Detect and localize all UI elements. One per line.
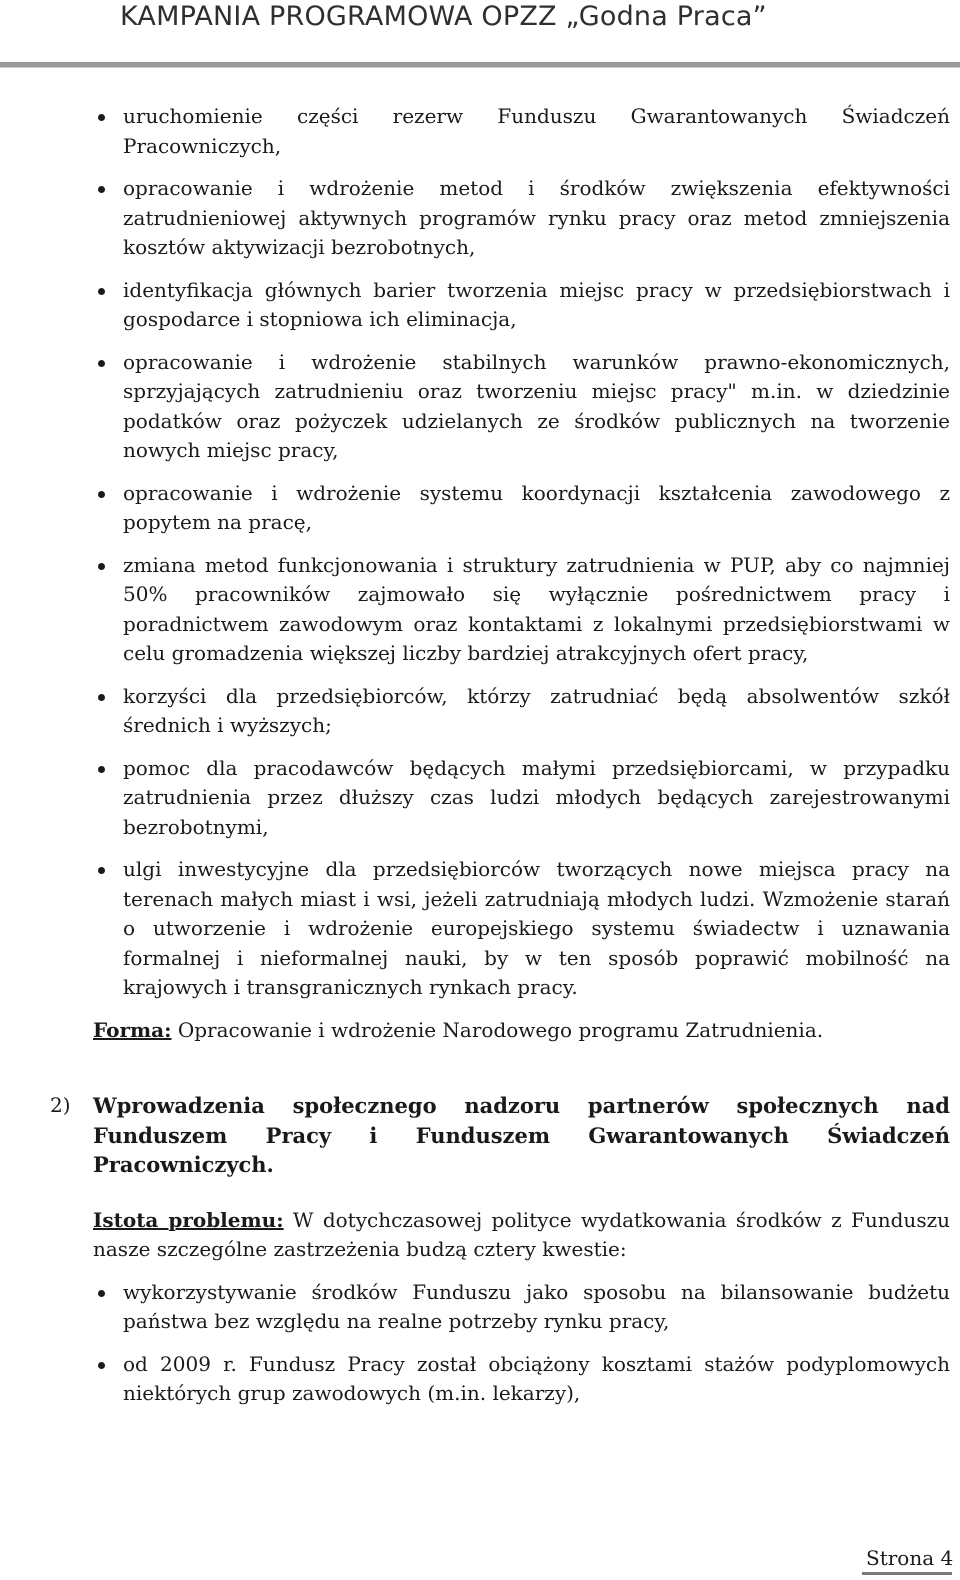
section-2 bbox=[0, 1091, 960, 1409]
bullet-icon bbox=[98, 491, 105, 498]
bullet-icon bbox=[98, 563, 105, 570]
list-item: od 2009 r. Fundusz Pracy został obciążony kosztami stażów podyplomowych niektórych grup zawodowych (m.in. lekarzy), bbox=[123, 1350, 950, 1409]
list-item: korzyści dla przedsiębiorców, którzy zatrudniać będą absolwentów szkół średnich i wyższych; bbox=[123, 682, 950, 741]
forma-text: Opracowanie i wdrożenie Narodowego programu Zatrudnienia. bbox=[171, 1017, 824, 1042]
footer-rule bbox=[862, 1572, 952, 1575]
bullet-icon bbox=[98, 766, 105, 773]
list-item: zmiana metod funkcjonowania i struktury zatrudnienia w PUP, aby co najmniej 50% pracowników zajmowało się wyłącznie pośrednictwem pracy i poradnictwem zawodowym oraz kontaktami z lokalnymi przedsiębiorstwami w celu gromadzenia większej liczby bardziej atrakcyjnych ofert pracy, bbox=[123, 551, 950, 669]
list-item: opracowanie i wdrożenie metod i środków zwiększenia efektywności zatrudnieniowej aktywnych programów rynku pracy oraz metod zmniejszenia kosztów aktywizacji bezrobotnych, bbox=[123, 174, 950, 263]
bullet-icon bbox=[98, 360, 105, 367]
forma-label: Forma: bbox=[93, 1017, 172, 1042]
page-header-title: KAMPANIA PROGRAMOWA OPZZ „Godna Praca” bbox=[120, 1, 767, 32]
bullet-icon bbox=[98, 288, 105, 295]
section-number: 2) bbox=[50, 1093, 71, 1117]
list-item: opracowanie i wdrożenie systemu koordynacji kształcenia zawodowego z popytem na pracę, bbox=[123, 479, 950, 538]
problem-text: W dotychczasowej polityce wydatkowania środków z Funduszu nasze szczególne zastrzeżenia budzą cztery kwestie: bbox=[93, 1207, 950, 1261]
header-rule bbox=[0, 62, 960, 68]
document-body bbox=[0, 102, 960, 1422]
list-item: wykorzystywanie środków Funduszu jako sposobu na bilansowanie budżetu państwa bez względu na realne potrzeby rynku pracy, bbox=[123, 1278, 950, 1337]
forma-paragraph bbox=[93, 1016, 950, 1046]
list-item: pomoc dla pracodawców będących małymi przedsiębiorcami, w przypadku zatrudnienia przez dłuższy czas ludzi młodych będących zarejestrowanymi bezrobotnymi, bbox=[123, 754, 950, 843]
list-item: opracowanie i wdrożenie stabilnych warunków prawno-ekonomicznych, sprzyjających zatrudnieniu oraz tworzeniu miejsc pracy" m.in. w dziedzinie podatków oraz pożyczek udzielanych ze środków publicznych na tworzenie nowych miejsc pracy, bbox=[123, 348, 950, 466]
problem-label: Istota problemu: bbox=[93, 1207, 284, 1232]
bullet-icon bbox=[98, 694, 105, 701]
concerns-list bbox=[0, 1278, 960, 1409]
bullet-icon bbox=[98, 1362, 105, 1369]
measures-list bbox=[0, 102, 960, 1003]
list-item: identyfikacja głównych barier tworzenia miejsc pracy w przedsiębiorstwach i gospodarce i stopniowa ich eliminacja, bbox=[123, 276, 950, 335]
list-item: uruchomienie części rezerw Funduszu Gwarantowanych Świadczeń Pracowniczych, bbox=[123, 102, 950, 161]
bullet-icon bbox=[98, 114, 105, 121]
list-item: ulgi inwestycyjne dla przedsiębiorców tworzących nowe miejsca pracy na terenach małych miast i wsi, jeżeli zatrudniają młodych ludzi. Wzmożenie starań o utworzenie i wdrożenie europejskiego systemu świadectw i uznawania formalnej i nieformalnej nauki, by w ten sposób poprawić mobilność na krajowych i transgranicznych rynkach pracy. bbox=[123, 855, 950, 1003]
problem-paragraph bbox=[93, 1206, 950, 1265]
bullet-icon bbox=[98, 186, 105, 193]
bullet-icon bbox=[98, 867, 105, 874]
page-number: Strona 4 bbox=[866, 1546, 954, 1570]
section-title: Wprowadzenia społecznego nadzoru partnerów społecznych nad Funduszem Pracy i Funduszem Gwarantowanych Świadczeń Pracowniczych. bbox=[93, 1093, 950, 1177]
bullet-icon bbox=[98, 1290, 105, 1297]
